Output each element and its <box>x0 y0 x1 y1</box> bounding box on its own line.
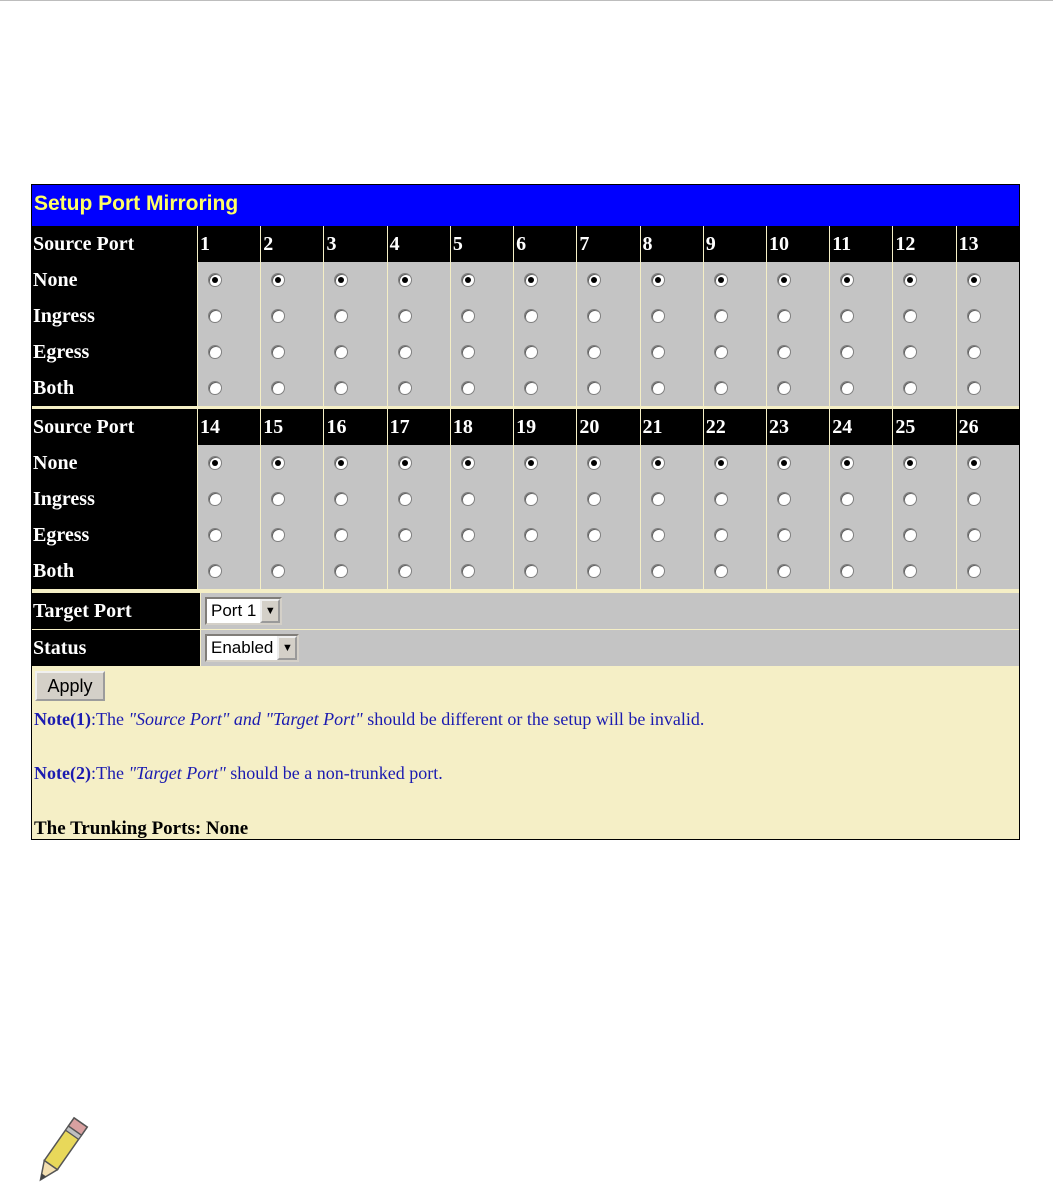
port-number-24: 24 <box>830 409 892 445</box>
radio-cell <box>767 370 829 406</box>
radio-egress-port-8[interactable] <box>651 345 665 359</box>
radio-cell <box>767 298 829 334</box>
port-number-22: 22 <box>704 409 766 445</box>
port-number-8: 8 <box>641 226 703 262</box>
radio-cell <box>198 370 260 406</box>
radio-ingress-port-14[interactable] <box>208 492 222 506</box>
radio-egress-port-25[interactable] <box>903 528 917 542</box>
radio-cell <box>830 262 892 298</box>
radio-cell <box>641 298 703 334</box>
radio-cell <box>767 517 829 553</box>
radio-cell <box>514 262 576 298</box>
radio-ingress-port-6[interactable] <box>524 309 538 323</box>
radio-none-port-15[interactable] <box>271 456 285 470</box>
radio-cell <box>388 553 450 589</box>
mode-label-egress: Egress <box>32 334 197 370</box>
radio-both-port-26[interactable] <box>967 564 981 578</box>
radio-both-port-16[interactable] <box>334 564 348 578</box>
note-1-prefix: Note(1) <box>34 709 91 729</box>
radio-cell <box>324 370 386 406</box>
radio-cell <box>198 517 260 553</box>
radio-none-port-5[interactable] <box>461 273 475 287</box>
mode-label-ingress: Ingress <box>32 481 197 517</box>
radio-cell <box>641 553 703 589</box>
radio-none-port-2[interactable] <box>271 273 285 287</box>
radio-none-port-7[interactable] <box>587 273 601 287</box>
radio-both-port-11[interactable] <box>840 381 854 395</box>
radio-ingress-port-25[interactable] <box>903 492 917 506</box>
radio-ingress-port-23[interactable] <box>777 492 791 506</box>
radio-none-port-21[interactable] <box>651 456 665 470</box>
radio-ingress-port-16[interactable] <box>334 492 348 506</box>
radio-cell <box>324 298 386 334</box>
radio-ingress-port-18[interactable] <box>461 492 475 506</box>
radio-none-port-14[interactable] <box>208 456 222 470</box>
radio-cell <box>261 445 323 481</box>
port-number-3: 3 <box>324 226 386 262</box>
port-number-26: 26 <box>957 409 1019 445</box>
radio-cell <box>198 445 260 481</box>
radio-cell <box>261 370 323 406</box>
radio-cell <box>388 517 450 553</box>
radio-cell <box>198 481 260 517</box>
radio-both-port-12[interactable] <box>903 381 917 395</box>
port-number-15: 15 <box>261 409 323 445</box>
radio-cell <box>514 553 576 589</box>
radio-none-port-4[interactable] <box>398 273 412 287</box>
radio-ingress-port-8[interactable] <box>651 309 665 323</box>
mode-row-none <box>32 262 1019 298</box>
mirroring-grid <box>31 226 1020 592</box>
radio-cell <box>957 298 1019 334</box>
radio-egress-port-3[interactable] <box>334 345 348 359</box>
radio-cell <box>514 517 576 553</box>
radio-cell <box>957 481 1019 517</box>
chevron-down-icon[interactable]: ▼ <box>260 599 280 623</box>
radio-cell <box>830 370 892 406</box>
radio-cell <box>957 517 1019 553</box>
port-number-14: 14 <box>198 409 260 445</box>
radio-ingress-port-21[interactable] <box>651 492 665 506</box>
port-number-4: 4 <box>388 226 450 262</box>
radio-cell <box>577 262 639 298</box>
radio-none-port-3[interactable] <box>334 273 348 287</box>
radio-cell <box>324 517 386 553</box>
radio-cell <box>261 553 323 589</box>
radio-none-port-18[interactable] <box>461 456 475 470</box>
radio-cell <box>704 262 766 298</box>
radio-cell <box>767 334 829 370</box>
radio-cell <box>641 517 703 553</box>
port-number-17: 17 <box>388 409 450 445</box>
radio-cell <box>261 334 323 370</box>
radio-egress-port-12[interactable] <box>903 345 917 359</box>
trunking-ports-text: The Trunking Ports: None <box>34 818 249 839</box>
radio-none-port-12[interactable] <box>903 273 917 287</box>
radio-cell <box>451 298 513 334</box>
port-number-20: 20 <box>577 409 639 445</box>
radio-cell <box>514 481 576 517</box>
radio-cell <box>893 262 955 298</box>
radio-both-port-24[interactable] <box>840 564 854 578</box>
radio-egress-port-14[interactable] <box>208 528 222 542</box>
radio-cell <box>514 298 576 334</box>
target-port-label: Target Port <box>32 593 200 629</box>
radio-both-port-18[interactable] <box>461 564 475 578</box>
radio-cell <box>704 517 766 553</box>
radio-cell <box>704 481 766 517</box>
radio-none-port-1[interactable] <box>208 273 222 287</box>
note-2-italic: "Target Port" <box>128 763 226 783</box>
radio-both-port-7[interactable] <box>587 381 601 395</box>
radio-egress-port-10[interactable] <box>777 345 791 359</box>
radio-cell <box>577 553 639 589</box>
radio-both-port-14[interactable] <box>208 564 222 578</box>
port-number-1: 1 <box>198 226 260 262</box>
radio-both-port-10[interactable] <box>777 381 791 395</box>
mode-row-egress <box>32 517 1019 553</box>
mode-row-ingress <box>32 298 1019 334</box>
radio-cell <box>451 517 513 553</box>
radio-cell <box>641 445 703 481</box>
mode-label-none: None <box>32 445 197 481</box>
radio-none-port-8[interactable] <box>651 273 665 287</box>
radio-egress-port-9[interactable] <box>714 345 728 359</box>
mode-label-both: Both <box>32 370 197 406</box>
radio-egress-port-24[interactable] <box>840 528 854 542</box>
radio-both-port-4[interactable] <box>398 381 412 395</box>
radio-cell <box>198 262 260 298</box>
radio-none-port-11[interactable] <box>840 273 854 287</box>
radio-cell <box>704 334 766 370</box>
radio-egress-port-4[interactable] <box>398 345 412 359</box>
radio-ingress-port-26[interactable] <box>967 492 981 506</box>
apply-button[interactable]: Apply <box>35 671 105 701</box>
radio-both-port-8[interactable] <box>651 381 665 395</box>
port-number-10: 10 <box>767 226 829 262</box>
radio-cell <box>388 334 450 370</box>
radio-ingress-port-19[interactable] <box>524 492 538 506</box>
mode-row-both <box>32 553 1019 589</box>
note-1-post: should be different or the setup will be invalid. <box>362 709 705 729</box>
mode-label-none: None <box>32 262 197 298</box>
radio-cell <box>641 334 703 370</box>
radio-cell <box>451 481 513 517</box>
radio-none-port-20[interactable] <box>587 456 601 470</box>
radio-egress-port-15[interactable] <box>271 528 285 542</box>
radio-cell <box>388 370 450 406</box>
radio-both-port-20[interactable] <box>587 564 601 578</box>
radio-both-port-21[interactable] <box>651 564 665 578</box>
source-port-label: Source Port <box>32 226 197 262</box>
source-port-label: Source Port <box>32 409 197 445</box>
radio-both-port-15[interactable] <box>271 564 285 578</box>
mode-label-both: Both <box>32 553 197 589</box>
radio-egress-port-21[interactable] <box>651 528 665 542</box>
port-number-2: 2 <box>261 226 323 262</box>
radio-cell <box>324 262 386 298</box>
radio-cell <box>893 445 955 481</box>
note-1-pre: :The <box>90 709 129 729</box>
radio-egress-port-7[interactable] <box>587 345 601 359</box>
radio-cell <box>641 262 703 298</box>
radio-cell <box>830 553 892 589</box>
radio-egress-port-19[interactable] <box>524 528 538 542</box>
radio-cell <box>261 298 323 334</box>
source-port-header-row <box>32 226 1019 262</box>
radio-cell <box>957 553 1019 589</box>
radio-both-port-25[interactable] <box>903 564 917 578</box>
radio-ingress-port-2[interactable] <box>271 309 285 323</box>
radio-cell <box>198 553 260 589</box>
port-number-16: 16 <box>324 409 386 445</box>
radio-egress-port-17[interactable] <box>398 528 412 542</box>
radio-cell <box>577 370 639 406</box>
radio-ingress-port-9[interactable] <box>714 309 728 323</box>
radio-cell <box>830 481 892 517</box>
radio-egress-port-18[interactable] <box>461 528 475 542</box>
radio-cell <box>893 517 955 553</box>
port-number-6: 6 <box>514 226 576 262</box>
radio-ingress-port-24[interactable] <box>840 492 854 506</box>
pencil-note-icon <box>30 1110 90 1194</box>
mode-label-ingress: Ingress <box>32 298 197 334</box>
radio-cell <box>388 481 450 517</box>
radio-both-port-6[interactable] <box>524 381 538 395</box>
radio-ingress-port-5[interactable] <box>461 309 475 323</box>
radio-cell <box>957 370 1019 406</box>
port-number-25: 25 <box>893 409 955 445</box>
radio-egress-port-5[interactable] <box>461 345 475 359</box>
radio-cell <box>324 334 386 370</box>
page-title: Setup Port Mirroring <box>32 185 1019 226</box>
radio-both-port-13[interactable] <box>967 381 981 395</box>
radio-cell <box>704 298 766 334</box>
radio-cell <box>704 553 766 589</box>
radio-ingress-port-15[interactable] <box>271 492 285 506</box>
radio-both-port-2[interactable] <box>271 381 285 395</box>
radio-ingress-port-17[interactable] <box>398 492 412 506</box>
radio-cell <box>893 370 955 406</box>
radio-cell <box>324 481 386 517</box>
radio-none-port-17[interactable] <box>398 456 412 470</box>
radio-egress-port-2[interactable] <box>271 345 285 359</box>
radio-cell <box>577 445 639 481</box>
status-label: Status <box>32 630 200 666</box>
radio-cell <box>577 517 639 553</box>
radio-both-port-5[interactable] <box>461 381 475 395</box>
radio-none-port-23[interactable] <box>777 456 791 470</box>
radio-egress-port-1[interactable] <box>208 345 222 359</box>
radio-cell <box>893 553 955 589</box>
radio-cell <box>830 334 892 370</box>
target-port-select[interactable] <box>205 597 282 625</box>
port-number-7: 7 <box>577 226 639 262</box>
radio-none-port-26[interactable] <box>967 456 981 470</box>
radio-ingress-port-22[interactable] <box>714 492 728 506</box>
radio-cell <box>957 445 1019 481</box>
status-row <box>32 629 1019 666</box>
radio-both-port-23[interactable] <box>777 564 791 578</box>
source-port-header-row <box>32 409 1019 445</box>
note-2-post: should be a non-trunked port. <box>225 763 443 783</box>
radio-egress-port-22[interactable] <box>714 528 728 542</box>
note-2 <box>34 763 443 784</box>
chevron-down-icon[interactable]: ▼ <box>277 636 297 660</box>
radio-cell <box>324 553 386 589</box>
radio-cell <box>514 445 576 481</box>
radio-none-port-25[interactable] <box>903 456 917 470</box>
port-number-13: 13 <box>957 226 1019 262</box>
radio-cell <box>704 370 766 406</box>
radio-egress-port-6[interactable] <box>524 345 538 359</box>
radio-cell <box>893 334 955 370</box>
radio-cell <box>830 517 892 553</box>
radio-none-port-22[interactable] <box>714 456 728 470</box>
note-1-italic: "Source Port" and "Target Port" <box>128 709 363 729</box>
top-divider <box>0 0 1053 1</box>
radio-both-port-3[interactable] <box>334 381 348 395</box>
mode-label-egress: Egress <box>32 517 197 553</box>
radio-cell <box>830 445 892 481</box>
mode-row-none <box>32 445 1019 481</box>
radio-cell <box>767 481 829 517</box>
radio-cell <box>261 262 323 298</box>
note-2-pre: :The <box>90 763 129 783</box>
port-number-19: 19 <box>514 409 576 445</box>
port-number-11: 11 <box>830 226 892 262</box>
status-value: Enabled <box>211 638 274 657</box>
radio-cell <box>388 445 450 481</box>
radio-cell <box>451 334 513 370</box>
radio-both-port-17[interactable] <box>398 564 412 578</box>
radio-cell <box>261 481 323 517</box>
radio-cell <box>767 262 829 298</box>
target-port-row <box>32 592 1019 629</box>
radio-cell <box>577 334 639 370</box>
radio-egress-port-23[interactable] <box>777 528 791 542</box>
radio-cell <box>261 517 323 553</box>
radio-cell <box>767 445 829 481</box>
port-number-9: 9 <box>704 226 766 262</box>
target-port-value: Port 1 <box>211 601 257 620</box>
radio-egress-port-11[interactable] <box>840 345 854 359</box>
radio-none-port-19[interactable] <box>524 456 538 470</box>
radio-cell <box>198 298 260 334</box>
port-number-12: 12 <box>893 226 955 262</box>
radio-both-port-1[interactable] <box>208 381 222 395</box>
note-2-prefix: Note(2) <box>34 763 91 783</box>
radio-both-port-19[interactable] <box>524 564 538 578</box>
radio-none-port-13[interactable] <box>967 273 981 287</box>
radio-ingress-port-13[interactable] <box>967 309 981 323</box>
radio-cell <box>388 298 450 334</box>
radio-cell <box>577 481 639 517</box>
radio-cell <box>830 298 892 334</box>
mode-row-both <box>32 370 1019 406</box>
radio-ingress-port-7[interactable] <box>587 309 601 323</box>
port-number-21: 21 <box>641 409 703 445</box>
radio-none-port-16[interactable] <box>334 456 348 470</box>
radio-ingress-port-10[interactable] <box>777 309 791 323</box>
radio-cell <box>451 262 513 298</box>
radio-cell <box>451 553 513 589</box>
radio-cell <box>767 553 829 589</box>
radio-cell <box>514 370 576 406</box>
radio-none-port-6[interactable] <box>524 273 538 287</box>
radio-cell <box>577 298 639 334</box>
radio-cell <box>957 262 1019 298</box>
radio-none-port-9[interactable] <box>714 273 728 287</box>
radio-ingress-port-11[interactable] <box>840 309 854 323</box>
radio-none-port-24[interactable] <box>840 456 854 470</box>
radio-egress-port-20[interactable] <box>587 528 601 542</box>
radio-cell <box>198 334 260 370</box>
port-number-5: 5 <box>451 226 513 262</box>
radio-ingress-port-4[interactable] <box>398 309 412 323</box>
radio-cell <box>324 445 386 481</box>
radio-ingress-port-3[interactable] <box>334 309 348 323</box>
radio-both-port-9[interactable] <box>714 381 728 395</box>
radio-egress-port-13[interactable] <box>967 345 981 359</box>
note-1 <box>34 709 704 730</box>
mode-row-ingress <box>32 481 1019 517</box>
port-number-18: 18 <box>451 409 513 445</box>
radio-ingress-port-1[interactable] <box>208 309 222 323</box>
radio-cell <box>641 481 703 517</box>
radio-cell <box>893 481 955 517</box>
radio-ingress-port-12[interactable] <box>903 309 917 323</box>
radio-cell <box>704 445 766 481</box>
radio-cell <box>514 334 576 370</box>
radio-cell <box>893 298 955 334</box>
radio-cell <box>957 334 1019 370</box>
radio-egress-port-26[interactable] <box>967 528 981 542</box>
mode-row-egress <box>32 334 1019 370</box>
port-mirroring-panel <box>31 184 1020 840</box>
radio-cell <box>641 370 703 406</box>
radio-egress-port-16[interactable] <box>334 528 348 542</box>
radio-cell <box>388 262 450 298</box>
radio-none-port-10[interactable] <box>777 273 791 287</box>
radio-cell <box>451 445 513 481</box>
port-number-23: 23 <box>767 409 829 445</box>
status-select[interactable] <box>205 634 299 662</box>
radio-both-port-22[interactable] <box>714 564 728 578</box>
radio-ingress-port-20[interactable] <box>587 492 601 506</box>
radio-cell <box>451 370 513 406</box>
